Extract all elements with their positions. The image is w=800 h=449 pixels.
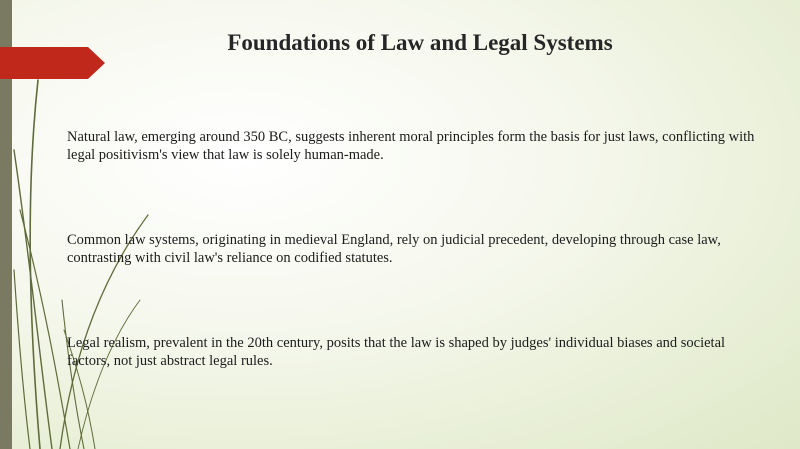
slide-title: Foundations of Law and Legal Systems: [227, 30, 613, 55]
paragraph-natural-law: Natural law, emerging around 350 BC, suggests inherent moral principles form the basis for just laws, conflicting with legal positivism's view that law is solely human-made.: [67, 129, 755, 163]
paragraph-common-law: Common law systems, originating in medieval England, rely on judicial precedent, developing through case law, contrasting with civil law's reliance on codified statutes.: [67, 232, 721, 266]
accent-arrow-shape: [0, 47, 105, 79]
paragraph-legal-realism: Legal realism, prevalent in the 20th century, posits that the law is shaped by judges' individual biases and societal factors, not just abstract legal rules.: [67, 335, 726, 369]
